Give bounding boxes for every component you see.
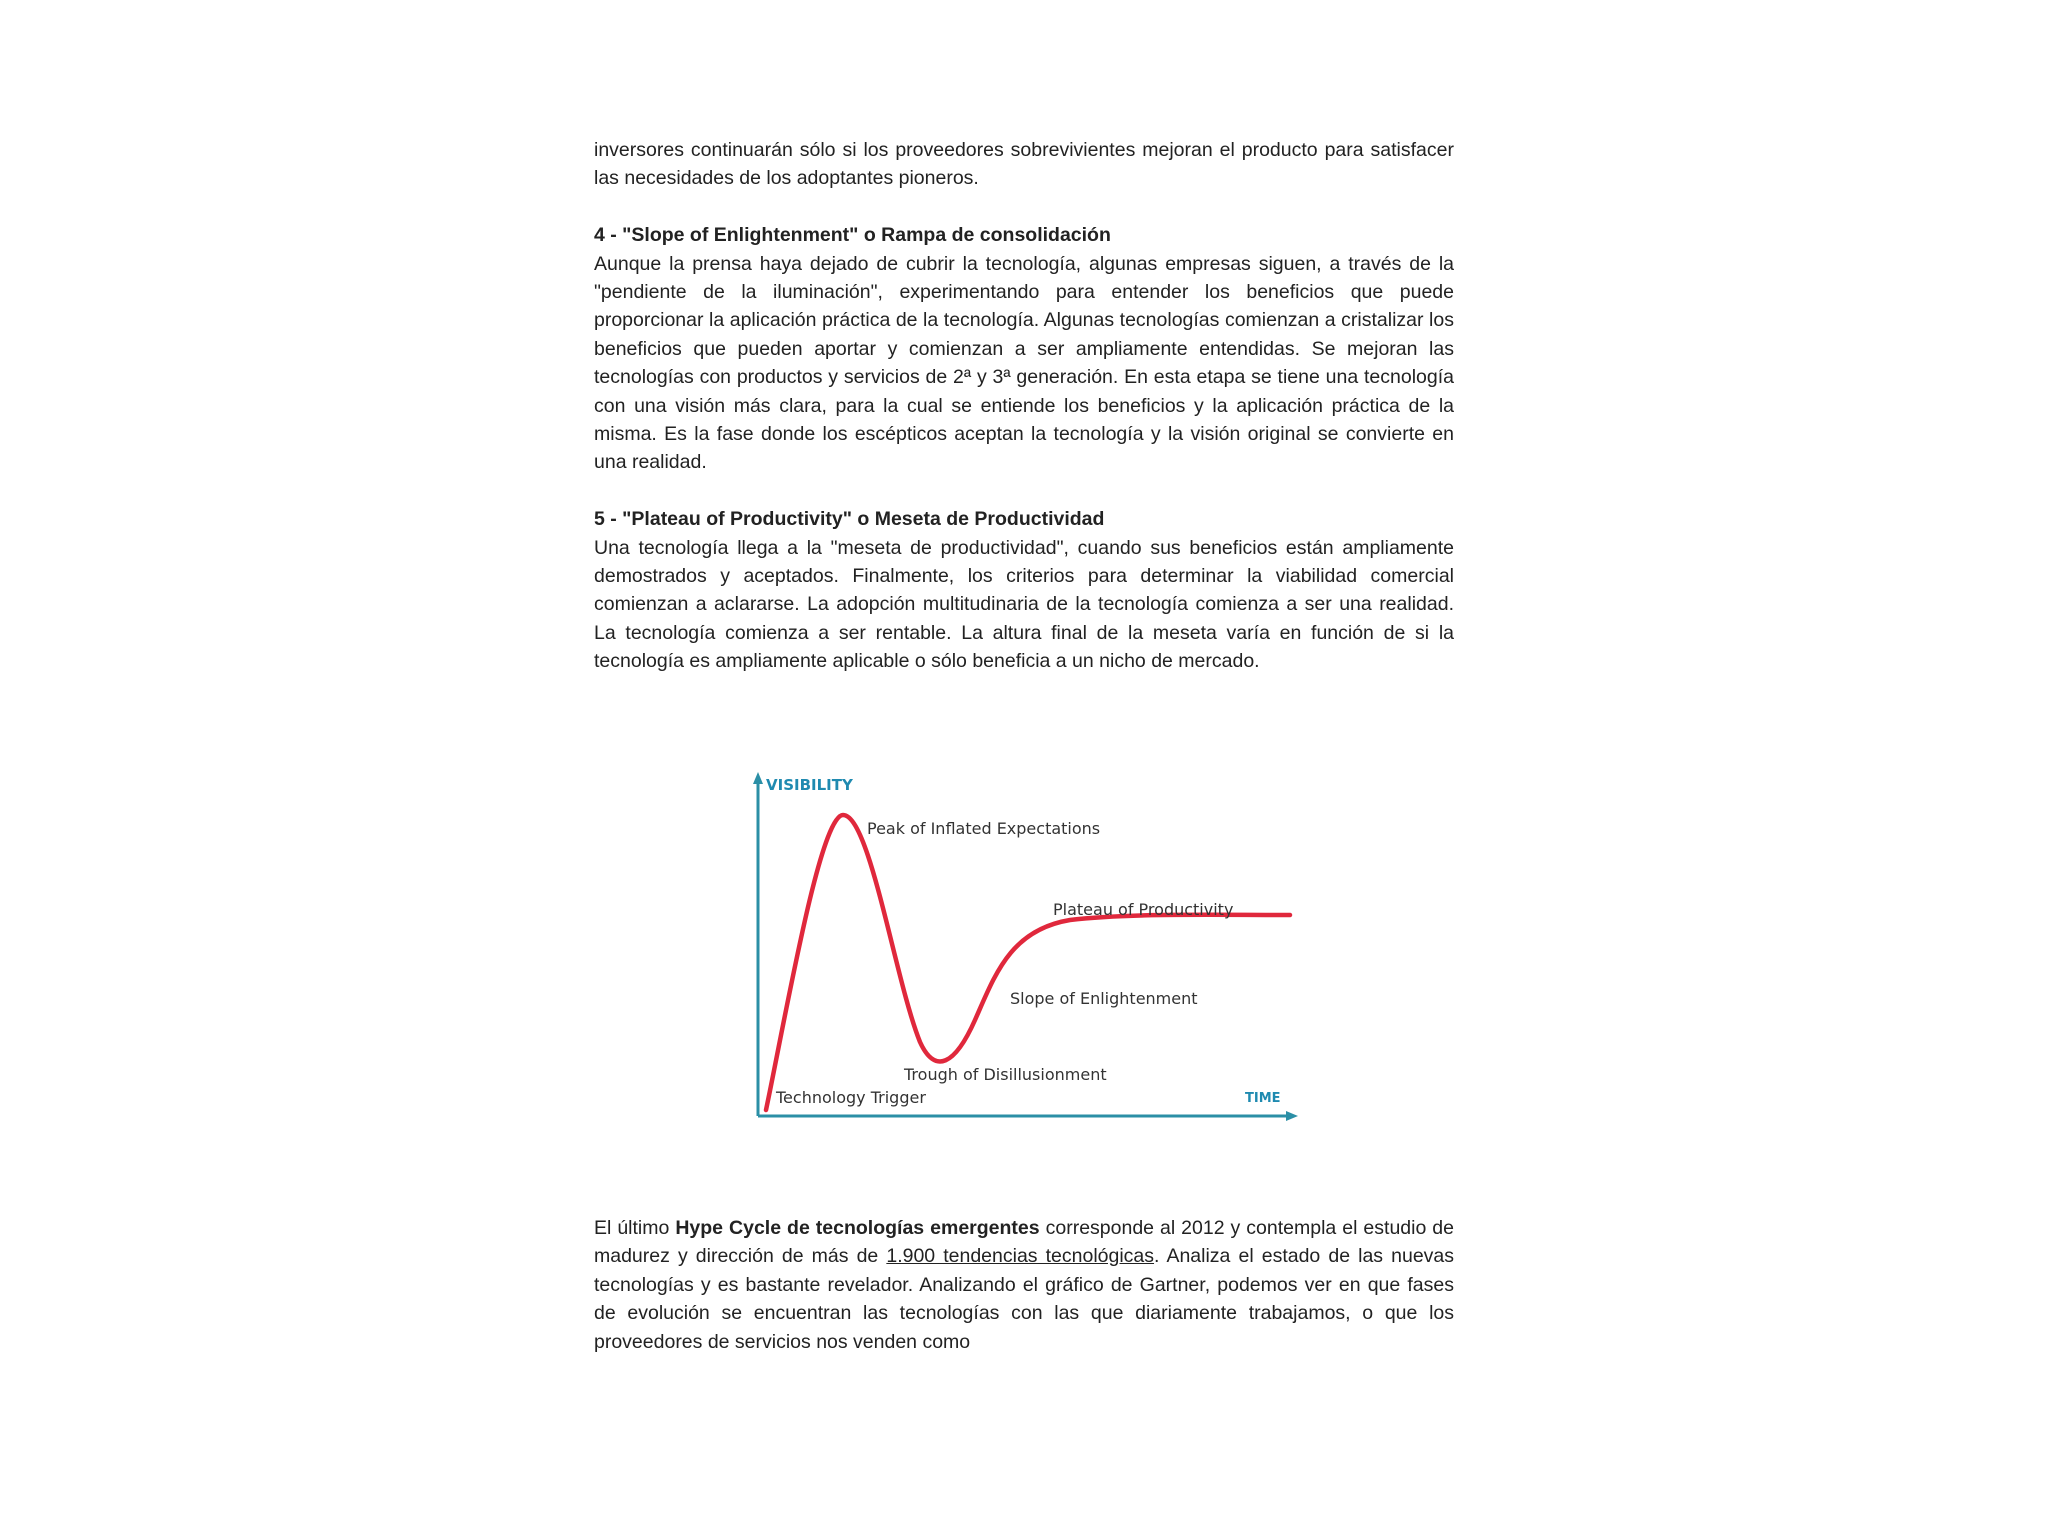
section-5-heading: 5 - "Plateau of Productivity" o Meseta de Productividad bbox=[594, 508, 1105, 531]
document-body-bottom bbox=[594, 1214, 1454, 1356]
closing-bold-term: Hype Cycle de tecnologías emergentes bbox=[675, 1217, 1040, 1239]
section-4-paragraph: Aunque la prensa haya dejado de cubrir la tecnología, algunas empresas siguen, a través de la "pendiente de la iluminación", experimentando para entender los beneficios que puede proporcionar la aplicación práctica de la tecnología. Algunas tecnologías comienzan a cristalizar los beneficios que pueden aportar y comienzan a ser ampliamente entendidas. Se mejoran las tecnologías con productos y servicios de 2ª y 3ª generación. En esta etapa se tiene una tecnología con una visión más clara, para la cual se entiende los beneficios y la aplicación práctica de la misma. Es la fase donde los escépticos aceptan la tecnología y la visión original se convierte en una realidad. bbox=[594, 252, 1454, 474]
closing-text-1: El último bbox=[594, 1217, 676, 1239]
x-axis-label: TIME bbox=[1245, 1091, 1281, 1106]
label-trigger: Technology Trigger bbox=[776, 1088, 926, 1107]
label-trough: Trough of Disillusionment bbox=[904, 1065, 1107, 1084]
label-peak: Peak of Inflated Expectations bbox=[867, 819, 1101, 838]
intro-paragraph: inversores continuarán sólo si los proveedores sobrevivientes mejoran el producto para satisfacer las necesidades de los adoptantes pioneros. bbox=[594, 139, 1454, 190]
section-4-heading: 4 - "Slope of Enlightenment" o Rampa de consolidación bbox=[594, 224, 1111, 247]
closing-paragraph bbox=[594, 1214, 1454, 1356]
label-plateau: Plateau of Productivity bbox=[1053, 900, 1234, 919]
closing-text-3: . Analiza el estado de las nuevas tecnologías y es bastante revelador. Analizando el gráfico de Gartner, podemos ver en que fases de evolución se encuentran las tecnologías con las que diariamente trabajamos, o que los proveedores de servicios nos venden como bbox=[594, 1245, 1455, 1353]
x-axis-arrow bbox=[1286, 1111, 1298, 1121]
y-axis-arrow bbox=[753, 772, 763, 784]
trends-link[interactable]: 1.900 tendencias tecnológicas bbox=[886, 1245, 1155, 1268]
label-slope: Slope of Enlightenment bbox=[1010, 989, 1198, 1008]
document-body-top bbox=[594, 136, 1454, 676]
hype-cycle-diagram bbox=[740, 760, 1310, 1130]
closing-text-2: corresponde al 2012 y contempla el estudio de madurez y dirección de más de bbox=[594, 1217, 1454, 1268]
y-axis-label: VISIBILITY bbox=[766, 776, 853, 794]
section-5-paragraph: Una tecnología llega a la "meseta de productividad", cuando sus beneficios están ampliamente demostrados y aceptados. Finalmente, los criterios para determinar la viabilidad comercial comienzan a aclararse. La adopción multitudinaria de la tecnología comienza a ser una realidad. La tecnología comienza a ser rentable. La altura final de la meseta varía en función de si la tecnología es ampliamente aplicable o sólo beneficia a un nicho de mercado. bbox=[594, 536, 1454, 673]
